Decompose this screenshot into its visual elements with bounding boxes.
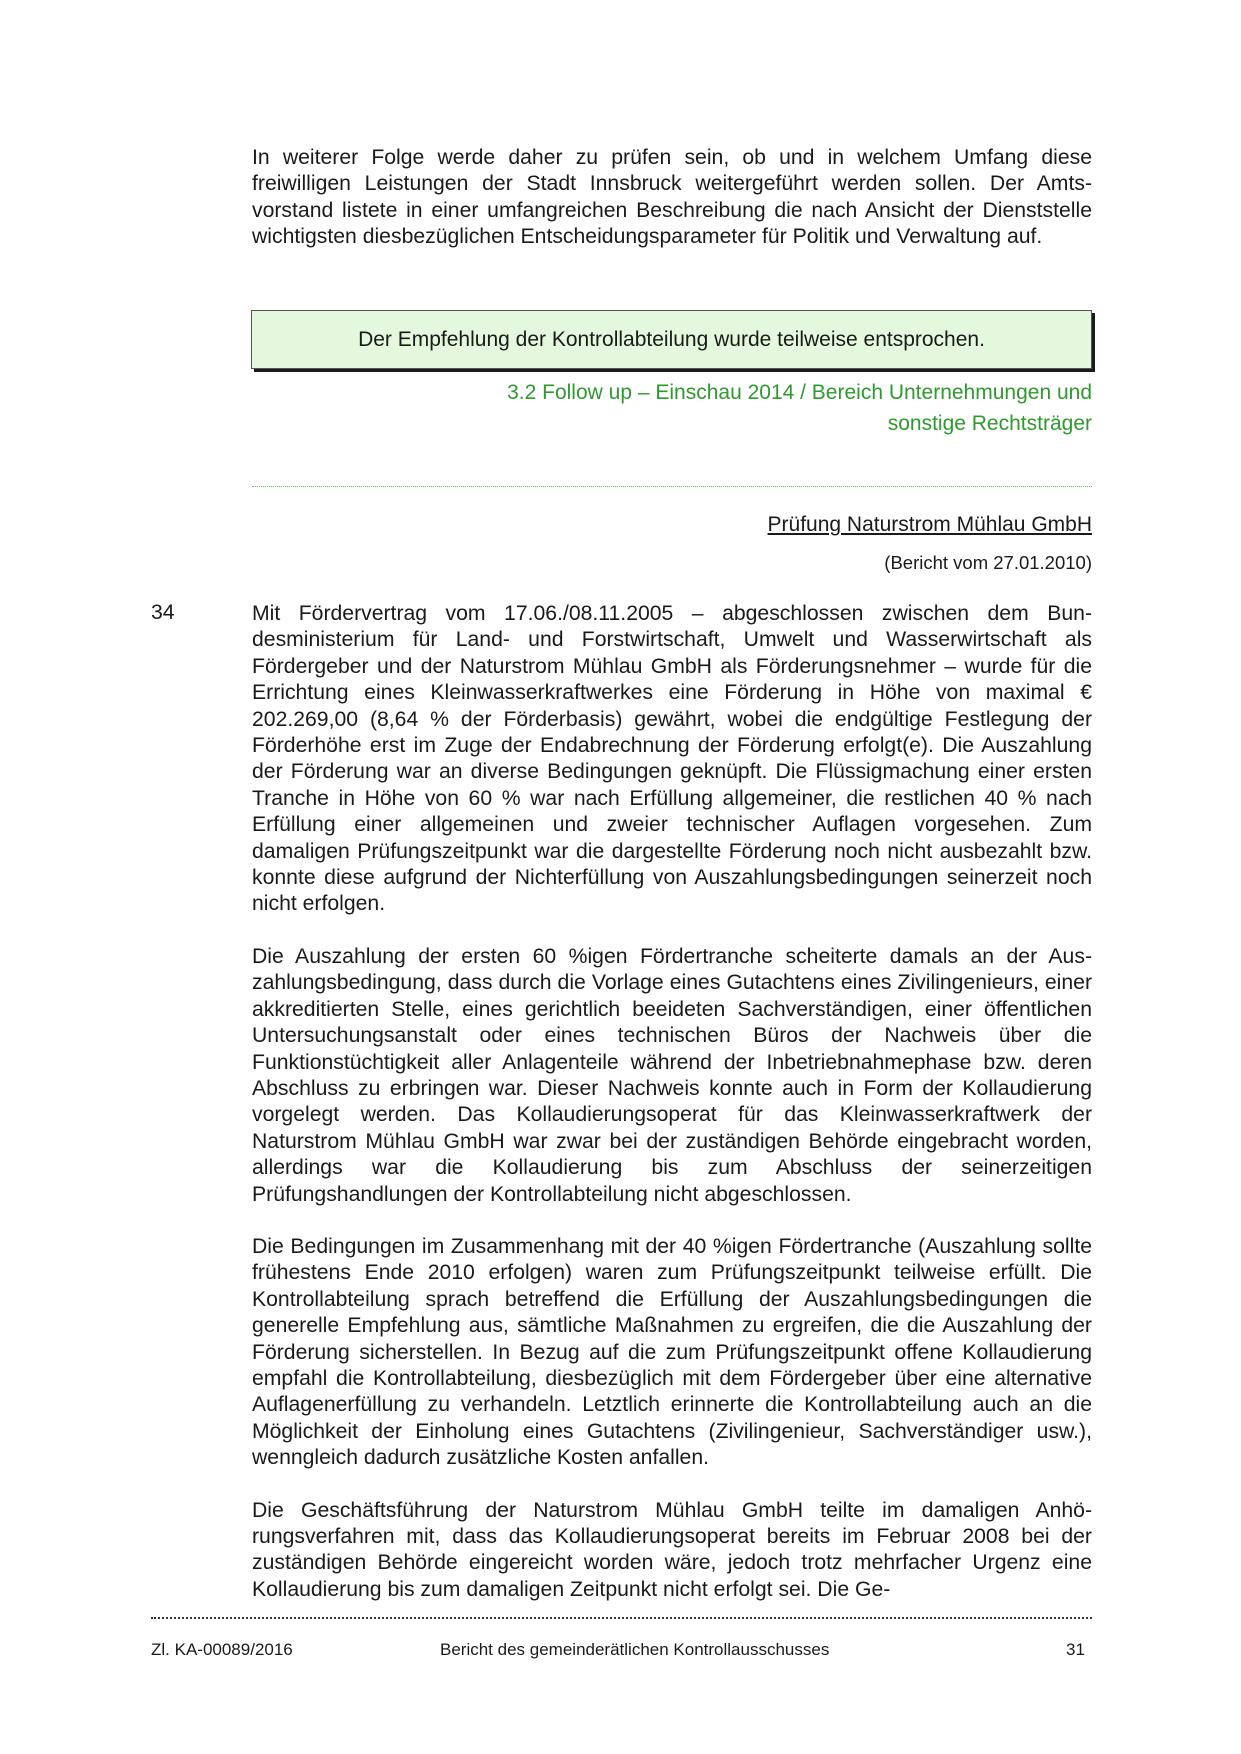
paragraph-2: Die Auszahlung der ersten 60 %igen Fördertranche scheiterte damals an der Auszahlungsbedingung, dass durch die Vorlage eines Gutachtens eines Zivilingenieurs, einer akkreditierten Stelle, eines gerichtlich beeideten Sachverständigen, einer öffentlichen Untersuchungsanstalt oder eines technischen Büros der Nachweis über die Funktionstüchtigkeit aller Anlagenteile während der Inbetriebnahmephase bzw. deren Abschluss zu erbringen war. Dieser Nachweis konnte auch in Form der Kollaudierung vorgelegt werden. Das Kollaudierungsoperat für das Kleinwasserkraftwerk der Naturstrom Mühlau GmbH war zwar bei der zuständigen Behörde eingebracht worden, allerdings war die Kollaudierung bis zum Abschluss der seinerzeitigen Prüfungshandlungen der Kontrollabteilung nicht abgeschlossen. (252, 944, 1092, 1206)
margin-number: 34 (151, 601, 175, 624)
recommendation-box (251, 310, 1092, 369)
footer-divider (151, 1617, 1092, 1619)
report-date: (Bericht vom 27.01.2010) (884, 552, 1092, 573)
paragraph-4: Die Geschäftsführung der Naturstrom Mühlau GmbH teilte im damaligen Anhörungsverfahren mit, dass das Kollaudierungsoperat bereits im Februar 2008 bei der zuständigen Behörde eingereicht worden wäre, jedoch trotz mehrfacher Urgenz eine Kollaudierung bis zum damaligen Zeitpunkt nicht erfolgt sei. Die Ge- (252, 1498, 1092, 1601)
intro-text: In weiterer Folge werde daher zu prüfen sein, ob und in welchem Umfang diese freiwilligen Leistungen der Stadt Innsbruck weitergeführt werden sollen. Der Amtsvorstand listete in einer umfangreichen Beschreibung die nach Ansicht der Dienststelle wichtigsten diesbezüglichen Entscheidungsparameter für Politik und Verwaltung auf. (252, 146, 1092, 249)
section-heading-line1: 3.2 Follow up – Einschau 2014 / Bereich Unternehmungen und (507, 381, 1092, 404)
body-text (252, 601, 1092, 1603)
subsection-title: Prüfung Naturstrom Mühlau GmbH (767, 513, 1092, 536)
recommendation-text: Der Empfehlung der Kontrollabteilung wurde teilweise entsprochen. (358, 327, 985, 351)
footer-report-title: Bericht des gemeinderätlichen Kontrollausschusses (440, 1640, 830, 1659)
footer-document-number: Zl. KA-00089/2016 (151, 1640, 293, 1659)
section-heading (252, 377, 1092, 439)
section-heading-line2: sonstige Rechtsträger (887, 412, 1092, 435)
intro-paragraph (252, 145, 1092, 251)
section-divider (252, 486, 1092, 487)
paragraph-1: Mit Fördervertrag vom 17.06./08.11.2005 – abgeschlossen zwischen dem Bundesministerium für Land- und Forstwirtschaft, Umwelt und Wasserwirtschaft als Fördergeber und der Naturstrom Mühlau GmbH als Förderungsnehmer – wurde für die Errichtung eines Kleinwasserkraftwerkes eine Förderung in Höhe von maximal € 202.269,00 (8,64 % der Förderbasis) gewährt, wobei die endgültige Festlegung der Förderhöhe erst im Zuge der Endabrechnung der Förderung erfolgt(e). Die Auszahlung der Förderung war an diverse Bedingungen geknüpft. Die Flüssigmachung einer ersten Tranche in Höhe von 60 % war nach Erfüllung allgemeiner, die restlichen 40 % nach Erfüllung einer allgemeinen und zweier technischer Auflagen vorgesehen. Zum damaligen Prüfungszeitpunkt war die dargestellte Förderung noch nicht ausbezahlt bzw. konnte diese aufgrund der Nichterfüllung von Auszahlungsbedingungen seinerzeit noch nicht erfolgen. (252, 602, 1092, 916)
paragraph-3: Die Bedingungen im Zusammenhang mit der 40 %igen Fördertranche (Auszahlung sollte frühestens Ende 2010 erfolgen) waren zum Prüfungszeitpunkt teilweise erfüllt. Die Kontrollabteilung sprach betreffend die Erfüllung der Auszahlungsbedingungen die generelle Empfehlung aus, sämtliche Maßnahmen zu ergreifen, die die Auszahlung der Förderung sicherstellen. In Bezug auf die zum Prüfungszeitpunkt offene Kollaudierung empfahl die Kontrollabteilung, diesbezüglich mit dem Fördergeber über eine alternative Auflagenerfüllung zu verhandeln. Letztlich erinnerte die Kontrollabteilung auch an die Möglichkeit der Einholung eines Gutachtens (Zivilingenieur, Sachverständiger usw.), wenngleich dadurch zusätzliche Kosten anfallen. (252, 1234, 1092, 1470)
footer-page-number: 31 (1066, 1640, 1085, 1659)
